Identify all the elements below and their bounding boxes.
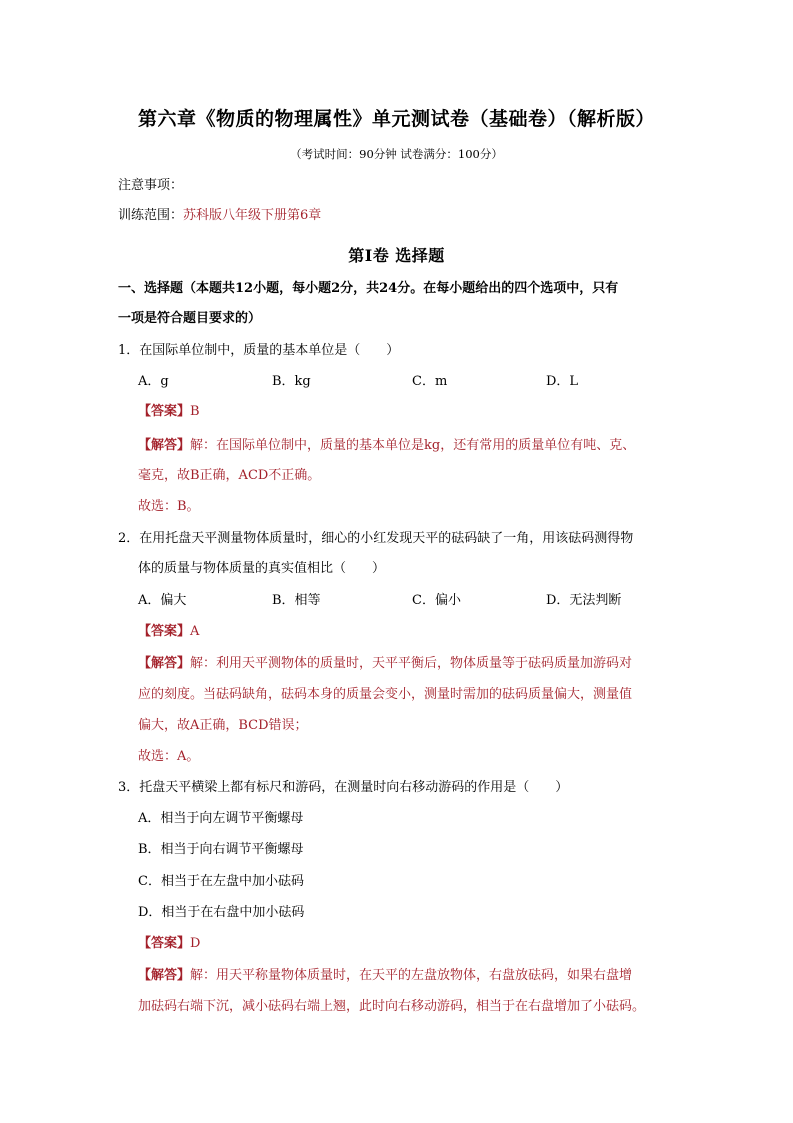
q2-option-c: C．偏小 bbox=[412, 593, 461, 608]
q2-stem-line1: 2．在用托盘天平测量物体质量时，细心的小红发现天平的砝码缺了一角，用该砝码测得物 bbox=[118, 531, 634, 546]
q3-analysis-tag: 【解答】 bbox=[138, 968, 191, 983]
q2-option-b: B．相等 bbox=[272, 593, 321, 608]
q1-analysis-line2: 毫克，故B正确，ACD不正确。 bbox=[138, 468, 321, 483]
q1-answer-value: B bbox=[190, 404, 200, 419]
q2-option-d: D．无法判断 bbox=[546, 593, 622, 608]
q3-answer-tag: 【答案】 bbox=[138, 936, 191, 951]
range-label: 训练范围： bbox=[118, 208, 184, 223]
q1-answer-tag: 【答案】 bbox=[138, 404, 191, 419]
range-value: 苏科版八年级下册第6章 bbox=[183, 208, 322, 223]
q3-analysis-line2: 加砝码右端下沉，减小砝码右端上翘，此时向右移动游码，相当于在右盘增加了小砝码。 bbox=[138, 999, 646, 1014]
section-intro-line1: 一、选择题（本题共12小题，每小题2分，共24分。在每小题给出的四个选项中，只有 bbox=[118, 281, 619, 296]
page-title: 第六章《物质的物理属性》单元测试卷（基础卷）（解析版） bbox=[137, 108, 655, 130]
q2-analysis-line2: 应的刻度。当砝码缺角，砝码本身的质量会变小，测量时需加的砝码质量偏大，测量值 bbox=[138, 687, 633, 702]
q2-analysis-line1: 【解答】解：利用天平测物体的质量时，天平平衡后，物体质量等于砝码质量加游码对 bbox=[138, 656, 633, 671]
q2-answer bbox=[138, 623, 199, 641]
q1-answer bbox=[138, 403, 200, 421]
training-range bbox=[118, 207, 321, 225]
section-title: 第Ⅰ卷 选择题 bbox=[348, 246, 445, 265]
q3-option-d: D．相当于在右盘中加小砝码 bbox=[138, 905, 305, 920]
q3-answer bbox=[138, 935, 200, 953]
q1-option-a: A．g bbox=[138, 374, 169, 389]
q1-conclusion: 故选：B。 bbox=[138, 499, 200, 514]
q3-option-c: C．相当于在左盘中加小砝码 bbox=[138, 874, 304, 889]
exam-info: （考试时间：90分钟 试卷满分：100分） bbox=[290, 147, 503, 161]
notes-label: 注意事项： bbox=[118, 178, 184, 193]
q2-stem-line2: 体的质量与物体质量的真实值相比（ ） bbox=[138, 561, 386, 576]
q1-option-b: B．kg bbox=[272, 374, 311, 389]
q2-answer-value: A bbox=[190, 624, 200, 639]
q1-analysis-tag: 【解答】 bbox=[138, 438, 191, 453]
q3-analysis-line1: 【解答】解：用天平称量物体质量时，在天平的左盘放物体，右盘放砝码，如果右盘增 bbox=[138, 968, 633, 983]
q3-answer-value: D bbox=[190, 936, 201, 951]
q1-stem: 1．在国际单位制中，质量的基本单位是（ ） bbox=[118, 343, 400, 358]
q1-option-d: D．L bbox=[546, 374, 579, 389]
q2-answer-tag: 【答案】 bbox=[138, 624, 191, 639]
q2-conclusion: 故选：A。 bbox=[138, 749, 200, 764]
q2-analysis-line3: 偏大，故A正确，BCD错误； bbox=[138, 718, 308, 733]
q1-analysis-line1: 【解答】解：在国际单位制中，质量的基本单位是kg，还有常用的质量单位有吨、克、 bbox=[138, 438, 636, 453]
q3-option-a: A．相当于向左调节平衡螺母 bbox=[138, 811, 304, 826]
q1-option-c: C．m bbox=[412, 374, 448, 389]
q2-analysis-tag: 【解答】 bbox=[138, 656, 191, 671]
q3-option-b: B．相当于向右调节平衡螺母 bbox=[138, 842, 304, 857]
q2-option-a: A．偏大 bbox=[138, 593, 187, 608]
section-intro-line2: 一项是符合题目要求的） bbox=[118, 311, 262, 326]
q3-stem: 3．托盘天平横梁上都有标尺和游码，在测量时向右移动游码的作用是（ ） bbox=[118, 780, 569, 795]
